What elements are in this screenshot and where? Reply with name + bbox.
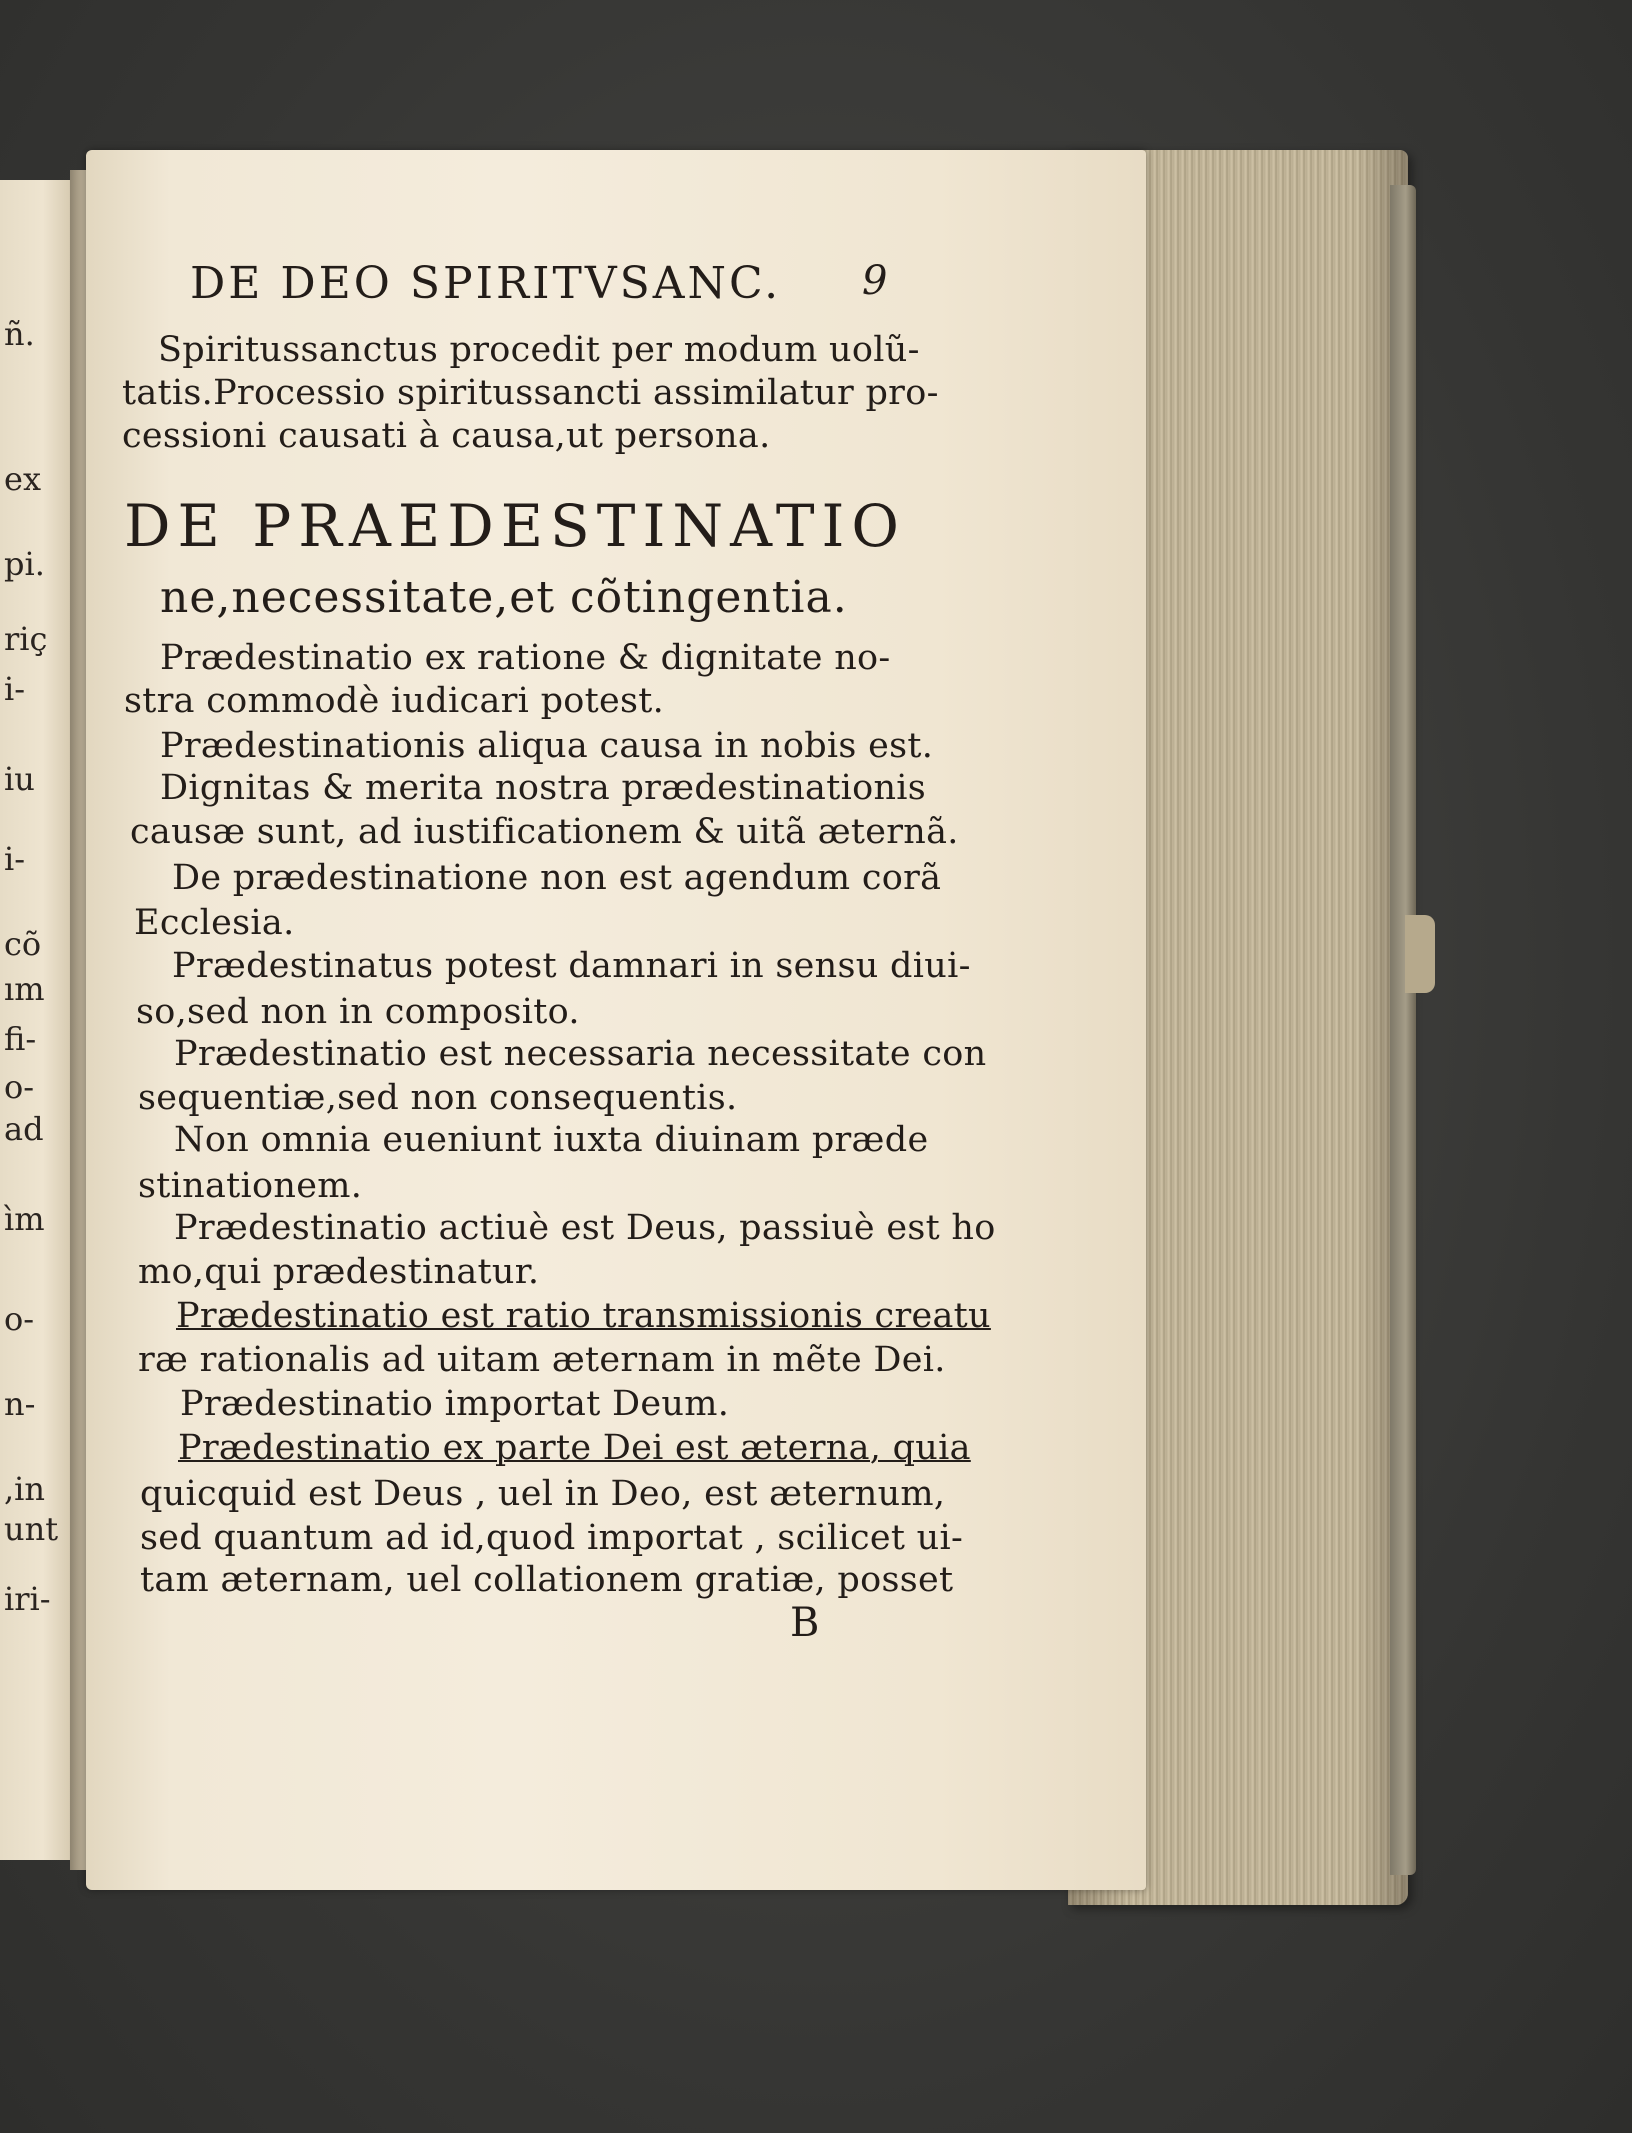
text-line: stinationem. [138, 1166, 363, 1206]
text-line: quicquid est Deus , uel in Deo, est æternum, [140, 1474, 946, 1514]
text-line: cessioni causati à causa,ut persona. [122, 416, 771, 456]
text-line: Dignitas & merita nostra prædestinationis [160, 768, 927, 808]
text-line: ræ rationalis ad uitam æternam in mẽte Dei. [138, 1340, 946, 1380]
margin-fragment: n- [4, 1385, 36, 1423]
folio-number: 9 [862, 258, 888, 304]
running-head: DE DEO SPIRITVSANC. [190, 258, 782, 309]
book-cover-edge [1390, 185, 1416, 1875]
text-line: Prædestinationis aliqua causa in nobis est. [160, 726, 934, 766]
bookmark-tab [1405, 915, 1435, 993]
text-line: causæ sunt, ad iustificationem & uitã æternã. [130, 812, 959, 852]
text-line: Prædestinatio est necessaria necessitate con [174, 1034, 987, 1074]
previous-page-edge [0, 180, 78, 1860]
text-line: sed quantum ad id,quod importat , scilicet ui- [140, 1518, 964, 1558]
margin-fragment: unt [4, 1510, 59, 1548]
margin-fragment: ñ. [4, 315, 35, 353]
margin-fragment: ex [4, 460, 41, 498]
margin-fragment: ,in [4, 1470, 46, 1508]
text-line: Prædestinatio actiuè est Deus, passiuè est ho [174, 1208, 996, 1248]
text-line: Prædestinatus potest damnari in sensu diui- [172, 946, 971, 986]
text-line: Spiritussanctus procedit per modum uolũ- [158, 330, 920, 370]
margin-fragment: iri- [4, 1580, 51, 1618]
margin-fragment: pi. [4, 545, 45, 583]
text-line: mo,qui prædestinatur. [138, 1252, 540, 1292]
text-line: Non omnia eueniunt iuxta diuinam præde [174, 1120, 929, 1160]
text-line: tatis.Processio spiritussancti assimilatur pro- [122, 373, 939, 413]
margin-fragment: i- [4, 840, 26, 878]
underlined-text-line: Prædestinatio est ratio transmissionis creatu [176, 1296, 991, 1336]
text-line: De prædestinatione non est agendum corã [172, 858, 942, 898]
text-line: stra commodè iudicari potest. [124, 681, 665, 721]
text-line: sequentiæ,sed non consequentis. [138, 1078, 738, 1118]
section-heading: DE PRAEDESTINATIO [124, 492, 906, 560]
margin-fragment: ìm [4, 1200, 45, 1238]
margin-fragment: cõ [4, 925, 42, 963]
underlined-text-line: Prædestinatio ex parte Dei est æterna, quia [178, 1428, 971, 1468]
margin-fragment: o- [4, 1068, 35, 1106]
text-line: Ecclesia. [134, 903, 295, 943]
signature-mark: B [790, 1600, 820, 1646]
text-line: tam æternam, uel collationem gratiæ, posset [140, 1560, 954, 1600]
text-line: Prædestinatio importat Deum. [180, 1384, 730, 1424]
margin-fragment: fi- [4, 1020, 37, 1058]
margin-fragment: o- [4, 1300, 35, 1338]
section-heading-continued: ne,necessitate,et cõtingentia. [160, 572, 848, 623]
margin-fragment: iu [4, 760, 35, 798]
margin-fragment: riç [4, 620, 48, 658]
margin-fragment: ım [4, 970, 45, 1008]
text-line: Prædestinatio ex ratione & dignitate no- [160, 638, 891, 678]
margin-fragment: i- [4, 670, 26, 708]
text-line: so,sed non in composito. [136, 992, 580, 1032]
margin-fragment: ad [4, 1110, 44, 1148]
